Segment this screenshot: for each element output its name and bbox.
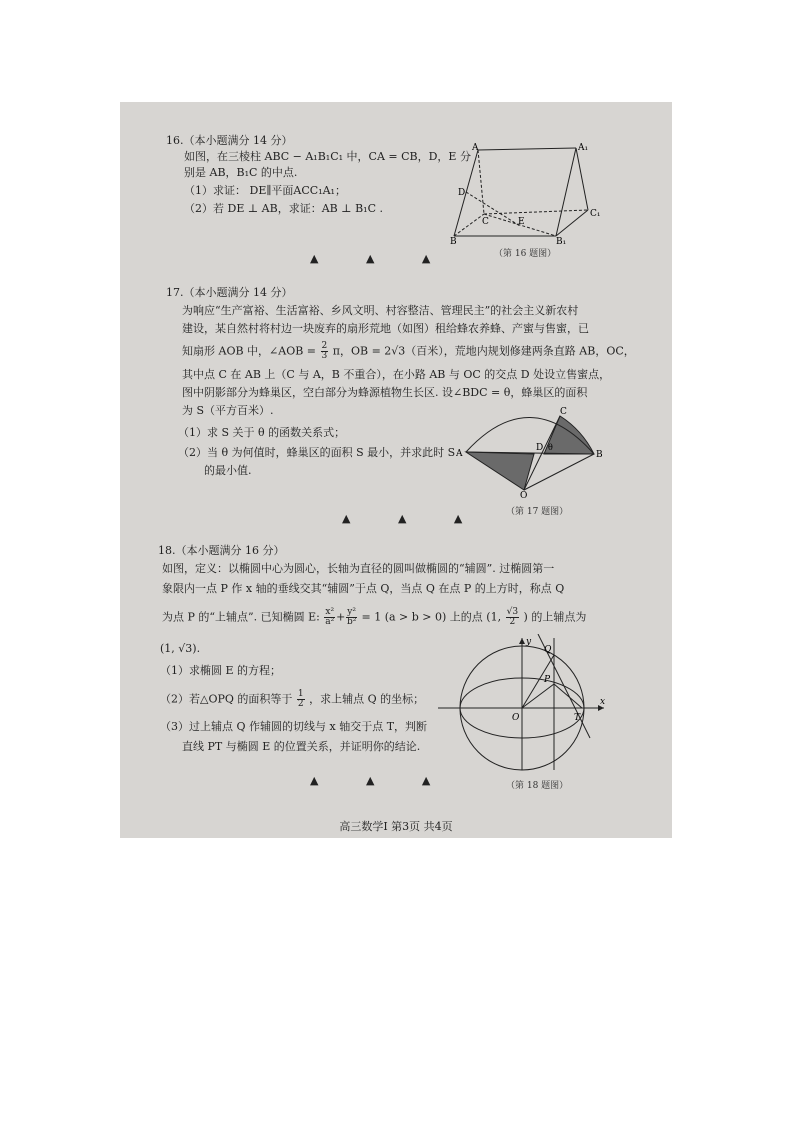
q16-line1: 如图，在三棱柱 ABC − A₁B₁C₁ 中，CA = CB，D，E 分 — [184, 150, 471, 163]
q17-part2-b: 的最小值. — [204, 464, 252, 477]
q17-label-B: B — [596, 450, 603, 460]
q18-point-fraction — [506, 608, 519, 627]
q18-label-O: O — [512, 713, 520, 723]
q18-line3: 为点 P 的“上辅点”. 已知椭圆 E: $\frac{\text{x²}}{\text{a²}}$ + $\frac{\text{y²}}{\text{b²}}$ = 1 (a > b > 0) 上的点 (1, $\frac{√3}{2}$ ) 的上辅点为 — [162, 607, 587, 627]
q17-line3-end: π，OB = 2√3（百米），荒地内规划修建两条直路 AB，OC， — [332, 344, 635, 358]
q16-label-A1: A₁ — [578, 143, 589, 153]
q16-title: 16.（本小题满分 14 分） — [166, 134, 293, 147]
q18-line3-mid: = 1 (a > b > 0) 上的点 (1, — [361, 610, 502, 624]
q18-part3-a: （3）过上辅点 Q 作辅圆的切线与 x 轴交于点 T，判断 — [160, 720, 428, 733]
q18-end-marks: ▲ ▲ ▲ — [310, 774, 453, 787]
q17-angle-fraction — [321, 342, 329, 361]
q17-label-D: D — [536, 443, 544, 453]
q16-part2: （2）若 DE ⊥ AB，求证：AB ⊥ B₁C . — [184, 202, 383, 215]
q18-label-x: x — [600, 697, 606, 707]
q18-title: 18.（本小题满分 16 分） — [158, 544, 285, 557]
q18-ellipse-figure — [434, 634, 614, 774]
q18-label-Q: Q — [544, 645, 552, 655]
q17-caption: （第 17 题图） — [506, 507, 569, 517]
q17-angle-num: 2 — [321, 341, 328, 351]
q17-label-C: C — [560, 407, 567, 417]
q17-part2-a: （2）当 θ 为何值时，蜂巢区的面积 S 最小，并求此时 S — [178, 446, 456, 459]
q18-part2-end: ，求上辅点 Q 的坐标； — [309, 692, 425, 706]
q17-label-theta: θ — [548, 443, 553, 452]
q18-label-y: y — [526, 637, 532, 647]
q18-ellipse-y-fraction — [346, 608, 357, 627]
q16-line2: 别是 AB，B₁C 的中点. — [184, 166, 298, 179]
q16-prism-figure — [450, 140, 600, 244]
q18-caption: （第 18 题图） — [506, 781, 569, 791]
q17-sector-figure — [456, 402, 606, 498]
q16-label-A: A — [472, 143, 479, 153]
q18-line4: (1, √3). — [160, 642, 201, 655]
q18-line2: 象限内一点 P 作 x 轴的垂线交其“辅圆”于点 Q，当点 Q 在点 P 的上方时，称点 Q — [162, 582, 565, 595]
q18-part3-b: 直线 PT 与椭圆 E 的位置关系，并证明你的结论. — [182, 740, 421, 753]
q18-line3-end: ) 的上辅点为 — [523, 610, 587, 624]
q16-label-D: D — [458, 188, 466, 198]
q18-ellipse-y-den: b² — [346, 617, 357, 627]
q18-ellipse-y-num: y² — [347, 607, 356, 617]
q17-part1: （1）求 S 关于 θ 的函数关系式； — [178, 426, 346, 439]
q17-line6: 为 S（平方百米）. — [182, 404, 274, 417]
q17-line2: 建设，某自然村将村边一块废弃的扇形荒地（如图）租给蜂农养蜂、产蜜与售蜜，已 — [182, 322, 589, 335]
q18-part2-start: （2）若△OPQ 的面积等于 — [160, 692, 293, 706]
q18-ellipse-x-num: x² — [325, 607, 335, 617]
q17-line1: 为响应“生产富裕、生活富裕、乡风文明、村容整洁、管理民主”的社会主义新农村 — [182, 304, 579, 317]
q18-half-fraction — [297, 690, 305, 709]
q16-caption: （第 16 题图） — [494, 249, 557, 259]
q18-point-num: √3 — [506, 607, 519, 617]
q18-line1: 如图，定义：以椭圆中心为圆心，长轴为直径的圆叫做椭圆的“辅圆”. 过椭圆第一 — [162, 562, 555, 575]
q17-title: 17.（本小题满分 14 分） — [166, 286, 293, 299]
page-footer: 高三数学Ⅰ 第3页 共4页 — [339, 820, 453, 833]
q16-label-B1: B₁ — [556, 237, 567, 244]
q17-label-O: O — [520, 491, 528, 498]
q18-ellipse-x-den: a² — [325, 617, 335, 627]
q18-ellipse-x-fraction — [324, 608, 335, 627]
q17-label-A: A — [456, 449, 463, 459]
q17-line4: 其中点 C 在 AB 上（C 与 A，B 不重合），在小路 AB 与 OC 的交点 D 处设立售蜜点， — [182, 368, 611, 381]
q17-end-marks: ▲ ▲ ▲ — [342, 512, 485, 525]
q18-half-den: 2 — [297, 699, 304, 709]
q17-angle-den: 3 — [321, 351, 328, 361]
q18-part1: （1）求椭圆 E 的方程； — [160, 664, 282, 677]
q18-half-num: 1 — [297, 689, 304, 699]
scanned-exam-page — [120, 102, 672, 838]
q17-line3-start: 知扇形 AOB 中，∠AOB = — [182, 344, 317, 358]
q16-end-marks: ▲ ▲ ▲ — [310, 252, 453, 265]
q17-line5: 图中阴影部分为蜂巢区，空白部分为蜂源植物生长区. 设∠BDC = θ，蜂巢区的面积 — [182, 386, 588, 399]
q18-label-P: P — [544, 675, 551, 685]
q16-part1: （1）求证： DE∥平面ACC₁A₁； — [184, 184, 346, 197]
q17-line3 — [182, 342, 635, 361]
q16-label-E: E — [518, 217, 525, 227]
q16-label-C: C — [482, 217, 489, 227]
q18-line3-start: 为点 P 的“上辅点”. 已知椭圆 E: — [162, 610, 320, 624]
q18-label-T: T — [574, 713, 581, 723]
q18-part2 — [160, 690, 424, 709]
q18-point-den: 2 — [509, 617, 516, 627]
q16-label-C1: C₁ — [590, 209, 600, 219]
q16-label-B: B — [450, 237, 457, 244]
